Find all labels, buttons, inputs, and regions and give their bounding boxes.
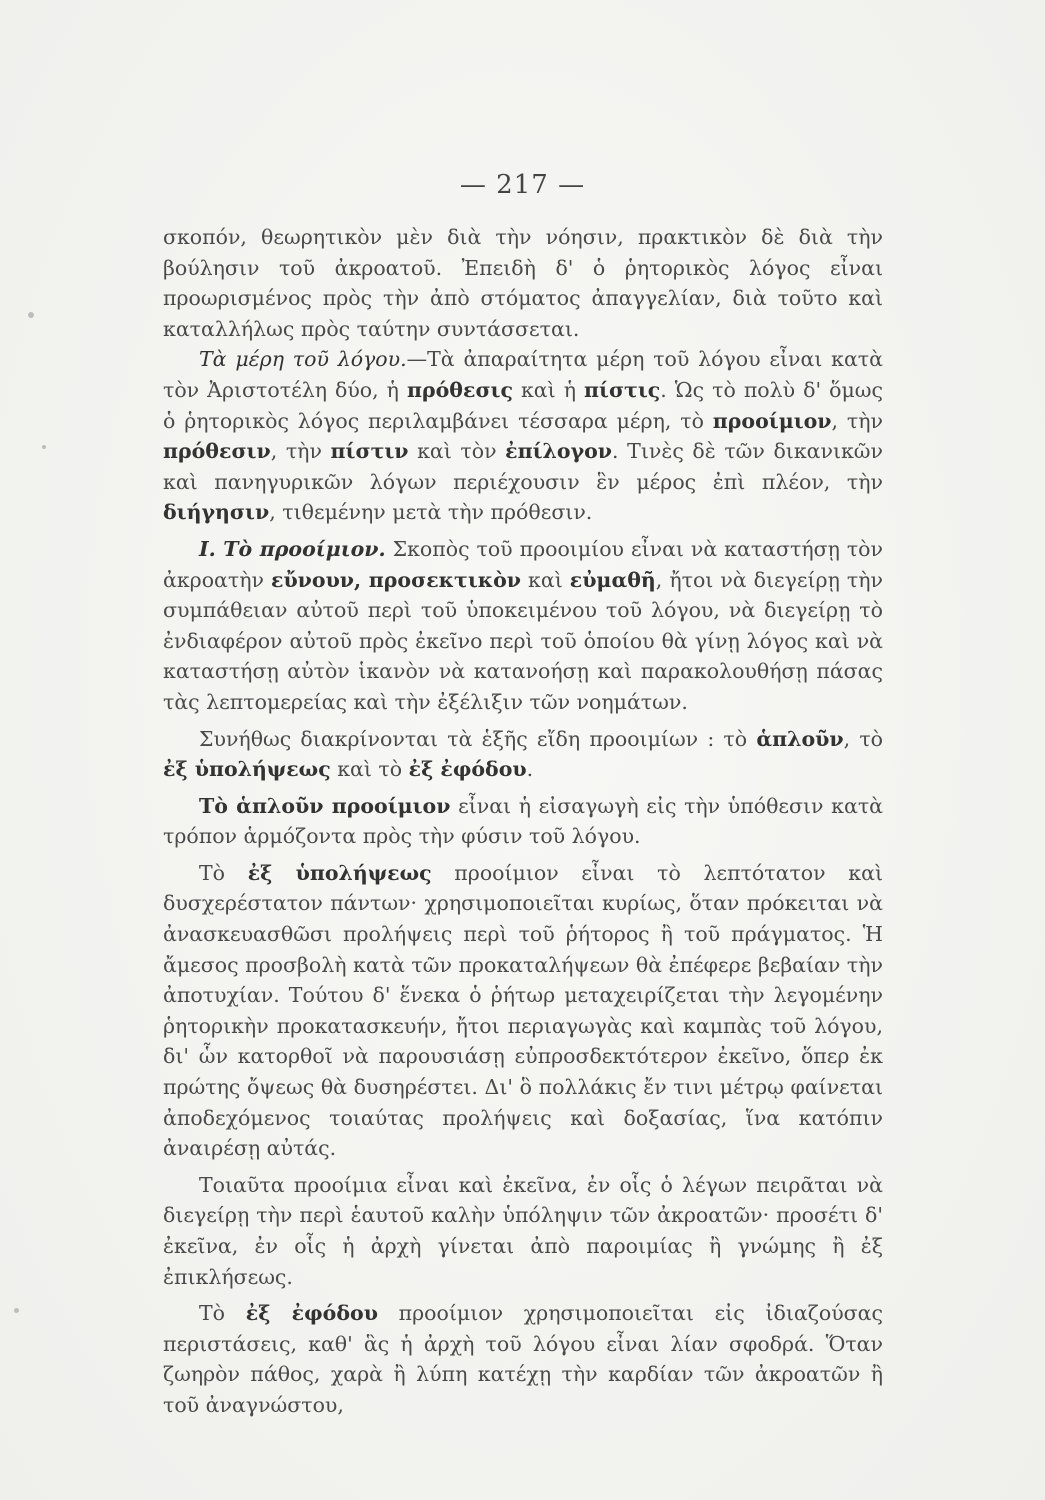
ink-speck: [28, 312, 34, 318]
paragraph-kinds: Συνήθως διακρίνονται τὰ ἑξῆς εἴδη προοιμίων : τὸ ἁπλοῦν, τὸ ἐξ ὑπολήψεως καὶ τὸ ἐξ ἐφόδου.: [163, 726, 884, 782]
paragraph-1: σκοπόν, θεωρητικὸν μὲν διὰ τὴν νόησιν, πρακτικὸν δὲ διὰ τὴν βούλησιν τοῦ ἀκροατοῦ. Ἐπειδὴ δ' ὁ ῥητορικὸς λόγος εἶναι προωρισμένος πρὸς τὴν ἀπὸ στόματος ἀπαγγελίαν, διὰ τοῦτο καὶ καταλλήλως πρὸς ταύτην συντάσσεται.: [163, 225, 883, 341]
section-heading: Τὰ μέρη τοῦ λόγου.: [199, 347, 407, 372]
ink-speck: [42, 445, 46, 449]
paragraph-parts-of-speech: Τὰ μέρη τοῦ λόγου.—Τὰ ἀπαραίτητα μέρη τοῦ λόγου εἶναι κατὰ τὸν Ἀριστοτέλη δύο, ἡ πρόθεσις καὶ ἡ πίστις. Ὡς τὸ πολὺ δ' ὅμως ὁ ῥητορικὸς λόγος περιλαμβάνει τέσσαρα μέρη, τὸ προοίμιον, τὴν πρόθεσιν, τὴν πίστιν καὶ τὸν ἐπίλογον. Τινὲς δὲ τῶν δικανικῶν καὶ πανηγυρικῶν λόγων περιέχουσιν ἓν μέρος ἐπὶ πλέον, τὴν διήγησιν, τιθεμένην μετὰ τὴν πρόθεσιν.: [163, 347, 883, 525]
ink-speck: [14, 1308, 19, 1313]
paragraph-reputation: Τὸ ἐξ ὑπολήψεως προοίμιον εἶναι τὸ λεπτότατον καὶ δυσχερέστατον πάντων· χρησιμοποιεῖται κυρίως, ὅταν πρόκειται νὰ ἀνασκευασθῶσι προλήψεις περὶ τοῦ ῥήτορος ἢ τοῦ πράγματος. Ἡ ἄμεσος προσβολὴ κατὰ τῶν προκαταλήψεων θὰ ἐπέφερε βεβαίαν τὴν ἀποτυχίαν. Τούτου δ' ἕνεκα ὁ ῥήτωρ μεταχειρίζεται τὴν λεγομένην ῥητορικὴν προκατασκευήν, ἤτοι περιαγωγὰς καὶ καμπὰς τοῦ λόγου, δι' ὧν κατορθοῖ νὰ παρουσιάσῃ εὐπροσδεκτότερον ἐκεῖνο, ὅπερ ἐκ πρώτης ὄψεως θὰ δυσηρέστει. Δι' ὃ πολλάκις ἔν τινι μέτρῳ φαίνεται ἀποδεχόμενος τοιαύτας προλήψεις καὶ δοξασίας, ἵνα κατόπιν ἀναιρέσῃ αὐτάς.: [163, 860, 883, 1161]
paragraph-attack: Τὸ ἐξ ἐφόδου προοίμιον χρησιμοποιεῖται εἰς ἰδιαζούσας περιστάσεις, καθ' ἃς ἡ ἀρχὴ τοῦ λόγου εἶναι λίαν σφοδρά. Ὅταν ζωηρὸν πάθος, χαρὰ ἢ λύπη κατέχῃ τὴν καρδίαν τῶν ἀκροατῶν ἢ τοῦ ἀναγνώστου,: [163, 1301, 883, 1417]
paragraph-simple: Τὸ ἁπλοῦν προοίμιον εἶναι ἡ εἰσαγωγὴ εἰς τὴν ὑπόθεσιν κατὰ τρόπον ἁρμόζοντα πρὸς τὴν φύσιν τοῦ λόγου.: [163, 793, 883, 849]
paragraph-such: Τοιαῦτα προοίμια εἶναι καὶ ἐκεῖνα, ἐν οἷς ὁ λέγων πειρᾶται νὰ διεγείρῃ τὴν περὶ ἑαυτοῦ καλὴν ὑπόληψιν τῶν ἀκροατῶν· προσέτι δ' ἐκεῖνα, ἐν οἷς ἡ ἀρχὴ γίνεται ἀπὸ παροιμίας ἢ γνώμης ἢ ἐξ ἐπικλήσεως.: [163, 1172, 883, 1289]
paragraph-prooimion: Ι. Τὸ προοίμιον. Σκοπὸς τοῦ προοιμίου εἶναι νὰ καταστήσῃ τὸν ἀκροατὴν εὔνουν, προσεκτικὸν καὶ εὐμαθῆ, ἤτοι νὰ διεγείρῃ τὴν συμπάθειαν αὐτοῦ περὶ τοῦ ὑποκειμένου τοῦ λόγου, νὰ διεγείρῃ τὸ ἐνδιαφέρον αὐτοῦ πρὸς ἐκεῖνο περὶ τοῦ ὁποίου θὰ γίνῃ λόγος καὶ νὰ καταστήσῃ αὐτὸν ἱκανὸν νὰ κατανοήσῃ καὶ παρακολουθήσῃ πάσας τὰς λεπτομερείας καὶ τὴν ἐξέλιξιν τῶν νοημάτων.: [163, 536, 883, 714]
subsection-heading: Ι. Τὸ προοίμιον.: [199, 536, 386, 561]
page-number: — 217 —: [459, 170, 586, 200]
body-text: [163, 222, 883, 1421]
